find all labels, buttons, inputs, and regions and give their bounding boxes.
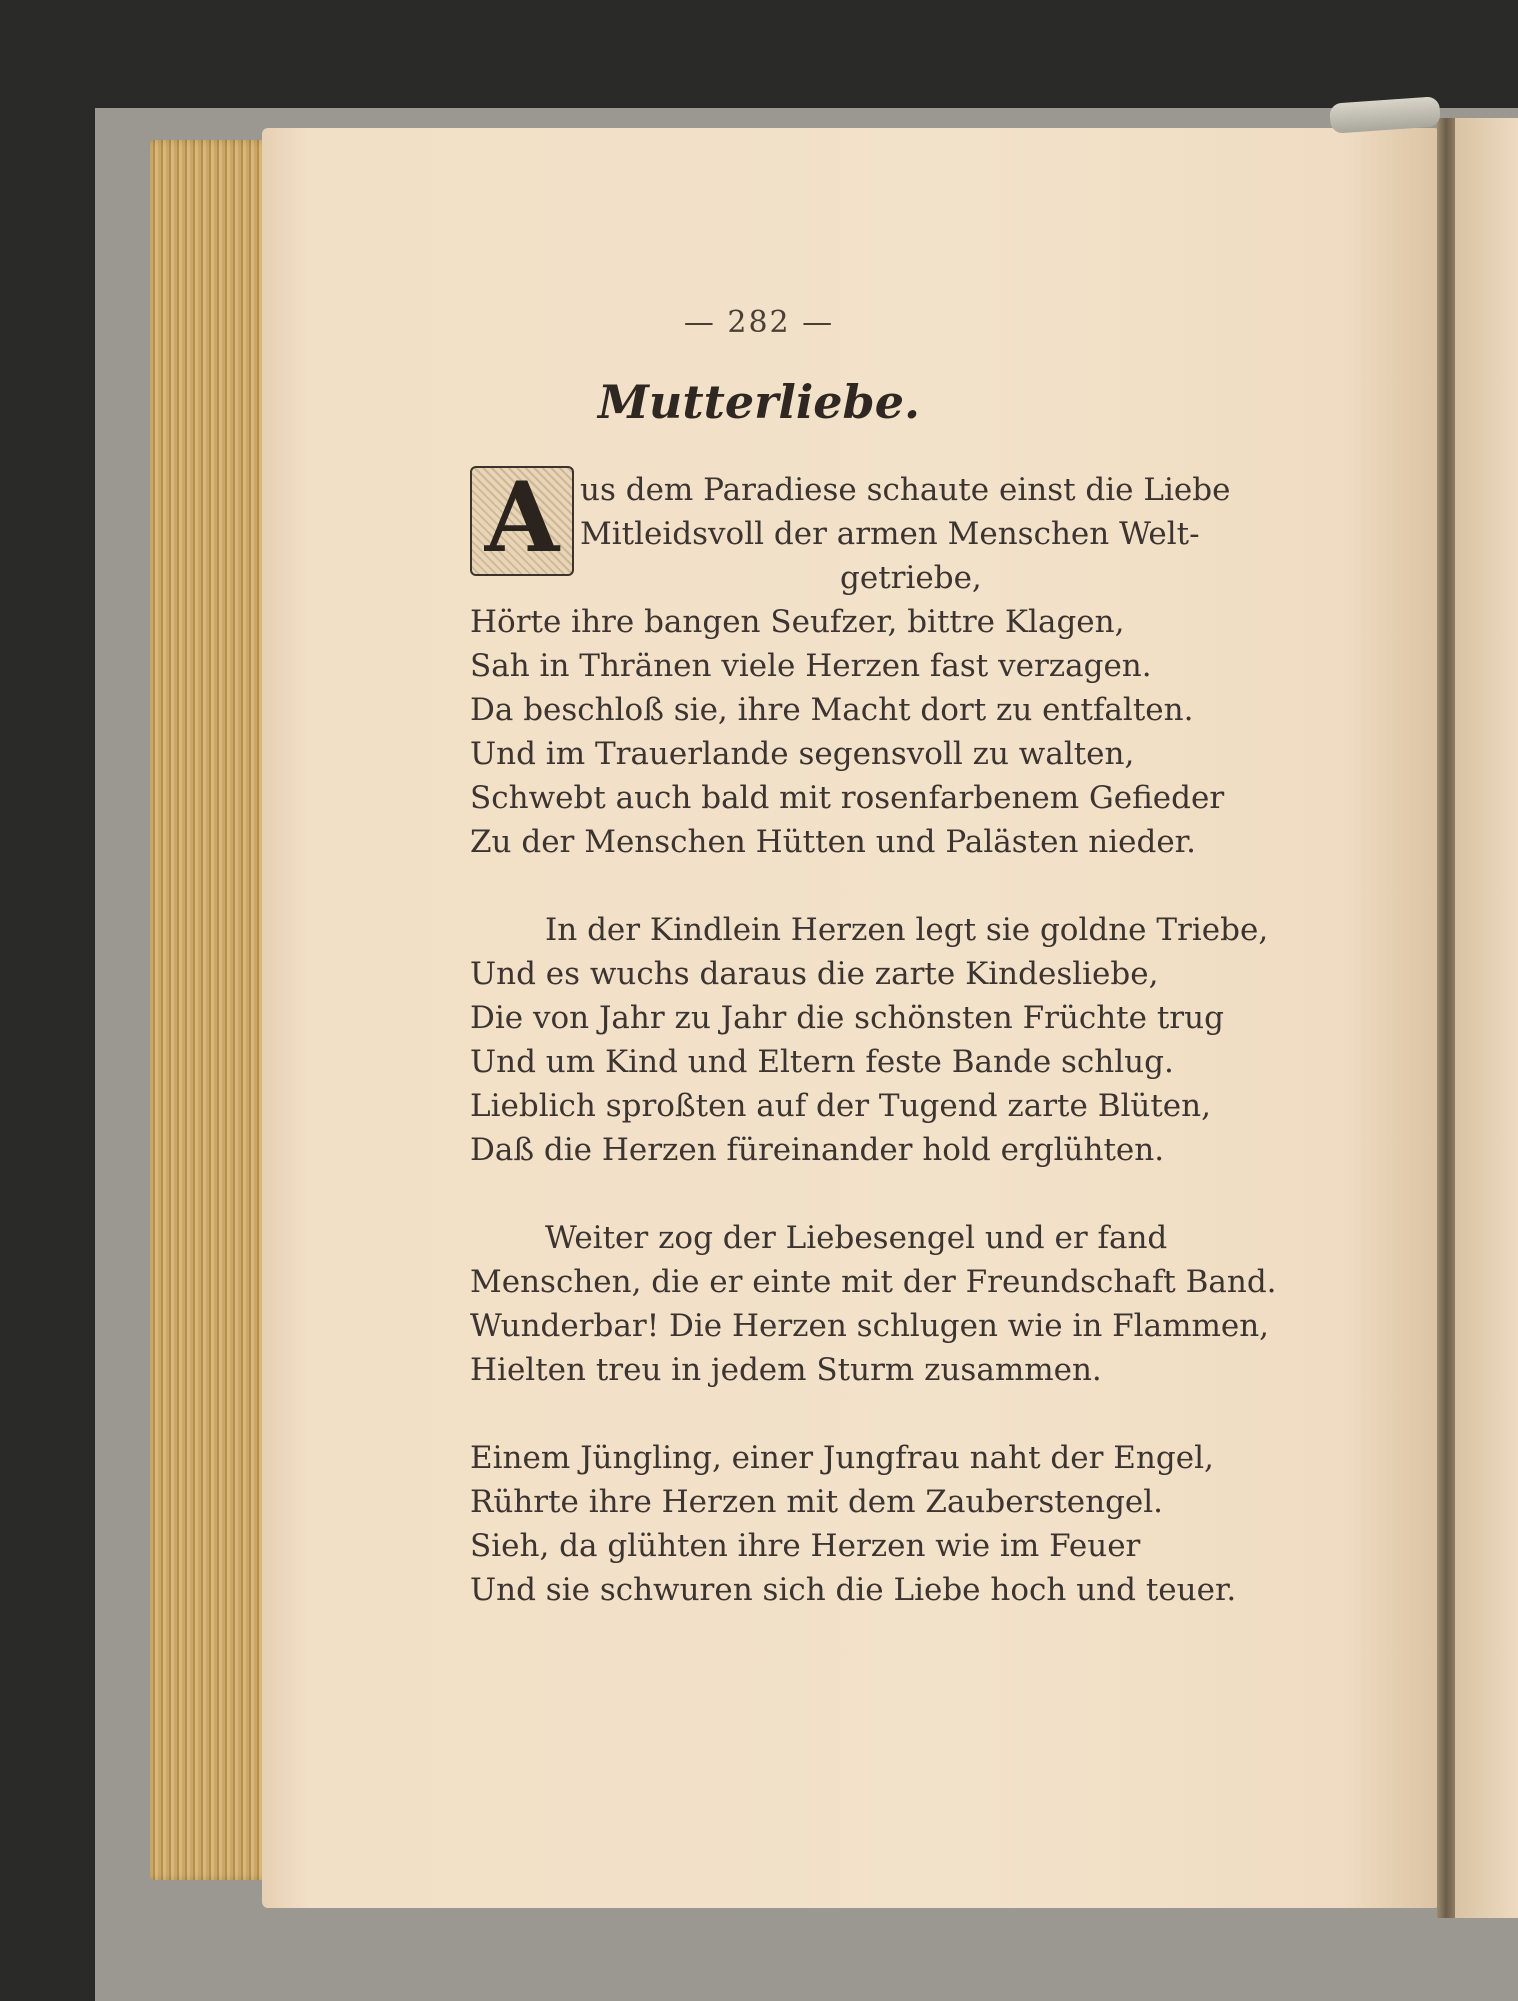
- poem-line: Und um Kind und Eltern feste Bande schlug.: [470, 1044, 1174, 1080]
- stanza-gap: [470, 1392, 1330, 1436]
- stanza-gap: [470, 864, 1330, 908]
- poem-line: getriebe,: [840, 560, 982, 596]
- poem-line: Menschen, die er einte mit der Freundschaft Band.: [470, 1264, 1277, 1300]
- poem-line: Da beschloß sie, ihre Macht dort zu entfalten.: [470, 692, 1194, 728]
- stanza-gap: [470, 1172, 1330, 1216]
- poem-line: In der Kindlein Herzen legt sie goldne Triebe,: [545, 912, 1269, 948]
- poem-line: Die von Jahr zu Jahr die schönsten Früchte trug: [470, 1000, 1224, 1036]
- poem-line: us dem Paradiese schaute einst die Liebe: [580, 472, 1231, 508]
- decorated-initial: A: [470, 466, 574, 576]
- poem-line: Und es wuchs daraus die zarte Kindesliebe,: [470, 956, 1159, 992]
- poem-line: Zu der Menschen Hütten und Palästen nieder.: [470, 824, 1196, 860]
- poem-line: Mitleidsvoll der armen Menschen Welt-: [580, 516, 1200, 552]
- poem-title: Mutterliebe.: [597, 375, 921, 429]
- poem-line: Weiter zog der Liebesengel und er fand: [545, 1220, 1168, 1256]
- poem-line: Sah in Thränen viele Herzen fast verzagen.: [470, 648, 1152, 684]
- page-number: — 282 —: [683, 305, 835, 340]
- poem-line: Einem Jüngling, einer Jungfrau naht der Engel,: [470, 1440, 1214, 1476]
- poem-line: Hielten treu in jedem Sturm zusammen.: [470, 1352, 1102, 1388]
- poem-line: Daß die Herzen füreinander hold erglühten.: [470, 1132, 1165, 1168]
- poem-line: Und im Trauerlande segensvoll zu walten,: [470, 736, 1135, 772]
- poem-line: Rührte ihre Herzen mit dem Zauberstengel.: [470, 1484, 1164, 1520]
- poem-line: Und sie schwuren sich die Liebe hoch und teuer.: [470, 1572, 1237, 1608]
- poem-line: Sieh, da glühten ihre Herzen wie im Feuer: [470, 1528, 1141, 1564]
- poem-body: [470, 468, 1330, 1612]
- poem-line: Lieblich sproßten auf der Tugend zarte Blüten,: [470, 1088, 1211, 1124]
- poem-line: Hörte ihre bangen Seufzer, bittre Klagen,: [470, 604, 1125, 640]
- poem-line: Schwebt auch bald mit rosenfarbenem Gefieder: [470, 780, 1225, 816]
- poem-line: Wunderbar! Die Herzen schlugen wie in Flammen,: [470, 1308, 1270, 1344]
